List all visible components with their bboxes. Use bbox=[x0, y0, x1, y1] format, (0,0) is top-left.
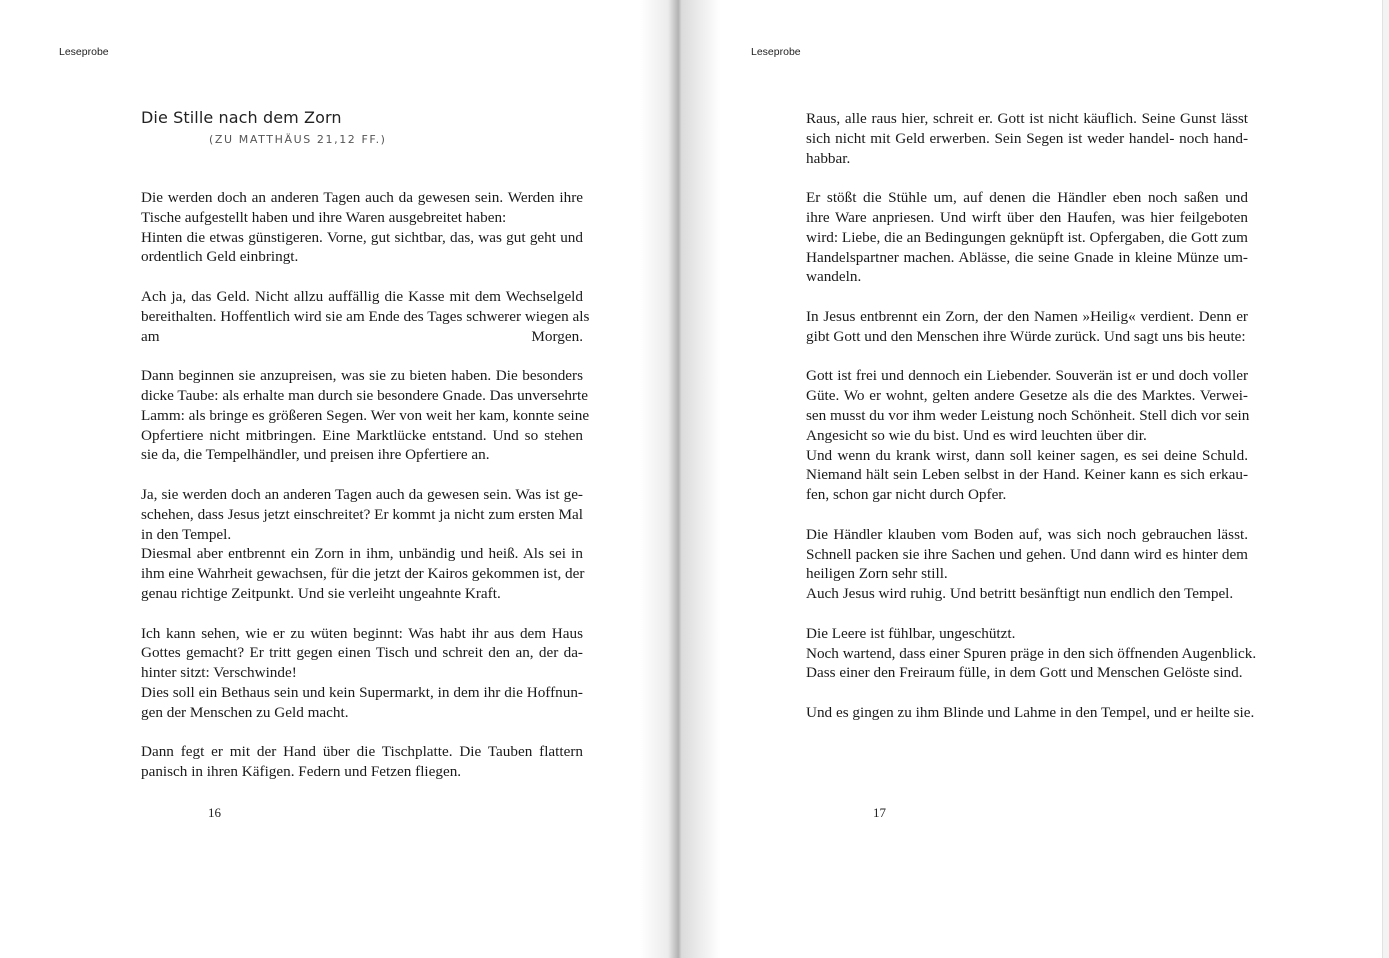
text-line: wandeln. bbox=[806, 268, 862, 286]
text-line: bereithalten. Hoffentlich wird sie am Ende des Tages schwerer wiegen als bbox=[141, 307, 590, 325]
text-line: Und wenn du krank wirst, dann soll keiner sagen, es sei deine Schuld. bbox=[806, 446, 1248, 464]
text-line: panisch in ihren Käfigen. Federn und Fetzen fliegen. bbox=[141, 763, 462, 781]
text-line: gen der Menschen zu Geld macht. bbox=[141, 703, 349, 721]
text-line: dicke Taube: als erhalte man durch sie besondere Gnade. Das unversehrte bbox=[141, 386, 588, 404]
text-line: Handelspartner machen. Ablässe, die seine Gnade in kleine Münze um- bbox=[806, 248, 1248, 266]
text-line: Die werden doch an anderen Tagen auch da gewesen sein. Werden ihre bbox=[141, 189, 583, 206]
text-line: gibt Gott und den Menschen ihre Würde zurück. Und sagt uns bis heute: bbox=[806, 327, 1246, 345]
running-header: Leseprobe bbox=[59, 46, 109, 58]
text-line: Er stößt die Stühle um, auf denen die Händler eben noch saßen und bbox=[806, 189, 1248, 207]
text-line: Dies soll ein Bethaus sein und kein Supermarkt, in dem ihr die Hoffnun- bbox=[141, 683, 583, 701]
paragraph bbox=[141, 742, 583, 782]
body-text bbox=[806, 109, 1257, 743]
text-line: Ich kann sehen, wie er zu wüten beginnt: Was habt ihr aus dem Haus bbox=[141, 624, 583, 642]
text-line: sich nicht mit Geld erwerben. Sein Segen ist weder handel- noch hand- bbox=[806, 129, 1248, 147]
chapter-title: Die Stille nach dem Zorn bbox=[141, 108, 342, 127]
body-text bbox=[141, 188, 590, 802]
text-line: ihre Ware anpriesen. Und wirft über den Haufen, was hier feilgeboten bbox=[806, 208, 1248, 226]
text-line: Dann beginnen sie anzupreisen, was sie zu bieten haben. Die besonders bbox=[141, 367, 583, 385]
paragraph bbox=[141, 624, 583, 723]
text-line: Noch wartend, dass einer Spuren präge in den sich öffnenden Augenblick. bbox=[806, 644, 1257, 662]
text-line: fen, schon gar nicht durch Opfer. bbox=[806, 486, 1007, 504]
paragraph bbox=[141, 366, 590, 465]
text-line: In Jesus entbrennt ein Zorn, der den Namen »Heilig« verdient. Denn er bbox=[806, 307, 1248, 325]
text-line: Diesmal aber entbrennt ein Zorn in ihm, unbändig und heiß. Als sei in bbox=[141, 545, 583, 563]
paragraph bbox=[806, 624, 1257, 683]
text-line: habbar. bbox=[806, 149, 851, 167]
text-line: Hinten die etwas günstigeren. Vorne, gut sichtbar, das, was gut geht und bbox=[141, 228, 583, 246]
running-header: Leseprobe bbox=[751, 46, 801, 58]
text-line: wird: Liebe, die an Bedingungen geknüpft ist. Opfergaben, die Gott zum bbox=[806, 228, 1248, 246]
text-line: in den Tempel. bbox=[141, 525, 232, 543]
paragraph bbox=[806, 703, 1255, 723]
text-line: ihm eine Wahrheit gewachsen, für die jetzt der Kairos gekommen ist, der bbox=[141, 565, 585, 583]
text-line: genau richtige Zeitpunkt. Und sie verleiht ungeahnte Kraft. bbox=[141, 584, 501, 602]
text-line: Güte. Wo er wohnt, gelten andere Gesetze als die des Marktes. Verwei- bbox=[806, 387, 1248, 405]
text-line: Tische aufgestellt haben und ihre Waren ausgebreitet haben: bbox=[141, 208, 507, 226]
text-line: Dass einer den Freiraum fülle, in dem Gott und Menschen Gelöste sind. bbox=[806, 664, 1243, 682]
text-line: Und es gingen zu ihm Blinde und Lahme in den Tempel, und er heilte sie. bbox=[806, 703, 1255, 721]
text-line: Die Händler klauben vom Boden auf, was sich noch gebrauchen lässt. bbox=[806, 525, 1248, 543]
text-line: Die Leere ist fühlbar, ungeschützt. bbox=[806, 624, 1016, 642]
text-line: Gott ist frei und dennoch ein Liebender. Souverän ist er und doch voller bbox=[806, 367, 1248, 385]
text-line: Ja, sie werden doch an anderen Tagen auch da gewesen sein. Was ist ge- bbox=[141, 485, 583, 503]
right-page bbox=[694, 2, 1383, 956]
page-number: 17 bbox=[873, 805, 886, 820]
next-spread-edge bbox=[1382, 0, 1389, 958]
paragraph bbox=[141, 485, 583, 604]
text-line: Opfertiere nicht mitbringen. Eine Marktlücke entstand. Und so stehen bbox=[141, 426, 583, 444]
text-line: Lamm: als bringe es größeren Segen. Wer von weit her kam, konnte seine bbox=[141, 406, 590, 424]
chapter-subtitle: (ZU MATTHÄUS 21,12 FF.) bbox=[209, 133, 387, 146]
paragraph bbox=[806, 109, 1248, 168]
left-page bbox=[2, 2, 678, 956]
text-line: Angesicht so wie du bist. Und es wird leuchten über dir. bbox=[806, 426, 1147, 444]
text-line: am Morgen. bbox=[141, 327, 583, 345]
text-line: Niemand hält sein Leben selbst in der Hand. Keiner kann es sich erkau- bbox=[806, 466, 1248, 484]
paragraph bbox=[806, 188, 1248, 287]
text-line: heiligen Zorn sehr still. bbox=[806, 565, 948, 583]
page-number: 16 bbox=[208, 805, 221, 820]
text-line: ordentlich Geld einbringt. bbox=[141, 248, 299, 266]
paragraph bbox=[141, 287, 590, 346]
text-line: sie da, die Tempelhändler, und preisen ihre Opfertiere an. bbox=[141, 446, 490, 464]
text-line: hinter sitzt: Verschwinde! bbox=[141, 664, 297, 682]
paragraph bbox=[141, 188, 583, 267]
text-line: Ach ja, das Geld. Nicht allzu auffällig die Kasse mit dem Wechselgeld bbox=[141, 287, 583, 305]
text-line: Gottes gemacht? Er tritt gegen einen Tisch und schreit den an, der da- bbox=[141, 644, 583, 662]
text-line: Schnell packen sie ihre Sachen und gehen. Und dann wird es hinter dem bbox=[806, 545, 1248, 563]
paragraph bbox=[806, 366, 1248, 505]
text-line: sen musst du vor ihm weder Leistung noch Schönheit. Stell dich vor sein bbox=[806, 406, 1250, 424]
text-line: schehen, dass Jesus jetzt einschreitet? Er kommt ja nicht zum ersten Mal bbox=[141, 505, 583, 523]
text-line: Raus, alle raus hier, schreit er. Gott ist nicht käuflich. Seine Gunst lässt bbox=[806, 110, 1248, 127]
text-line: Auch Jesus wird ruhig. Und betritt besänftigt nun endlich den Tempel. bbox=[806, 585, 1234, 603]
text-line: Dann fegt er mit der Hand über die Tischplatte. Die Tauben flattern bbox=[141, 743, 583, 761]
paragraph bbox=[806, 307, 1248, 347]
paragraph bbox=[806, 525, 1248, 604]
